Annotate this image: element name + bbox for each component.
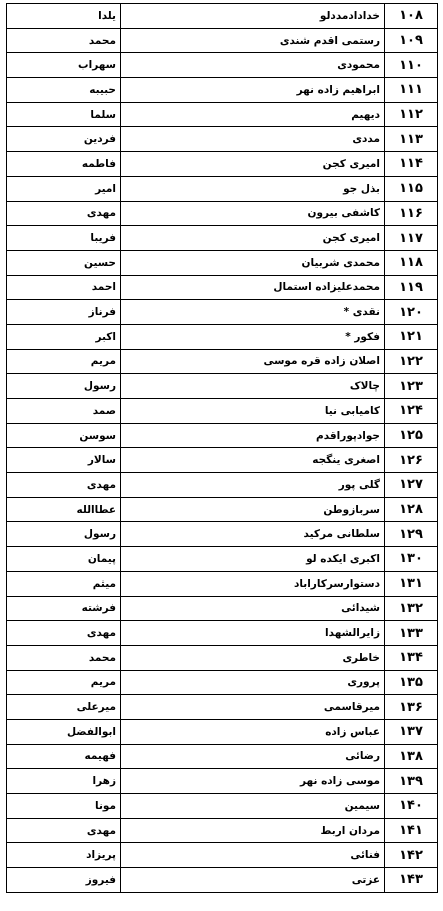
first-name-cell: مونا bbox=[7, 794, 121, 819]
row-number: ۱۱۷ bbox=[385, 226, 438, 251]
row-number: ۱۱۲ bbox=[385, 102, 438, 127]
last-name-cell: محمودی bbox=[121, 53, 385, 78]
first-name-cell: فیروز bbox=[7, 868, 121, 893]
first-name-cell: سلما bbox=[7, 102, 121, 127]
table-row bbox=[7, 152, 438, 177]
row-number: ۱۱۹ bbox=[385, 275, 438, 300]
last-name-cell: دستوارسرکاراباد bbox=[121, 571, 385, 596]
first-name-cell: حبیبه bbox=[7, 78, 121, 103]
last-name-cell: شیدائی bbox=[121, 596, 385, 621]
names-table bbox=[6, 3, 438, 893]
table-row bbox=[7, 744, 438, 769]
table-row bbox=[7, 78, 438, 103]
first-name-cell: پیمان bbox=[7, 547, 121, 572]
first-name-cell: مهدی bbox=[7, 621, 121, 646]
row-number: ۱۳۴ bbox=[385, 645, 438, 670]
last-name-cell: اصغری ینگجه bbox=[121, 448, 385, 473]
row-number: ۱۳۱ bbox=[385, 571, 438, 596]
first-name-cell: احمد bbox=[7, 275, 121, 300]
first-name-cell: یلدا bbox=[7, 4, 121, 29]
row-number: ۱۳۷ bbox=[385, 719, 438, 744]
first-name-cell: رسول bbox=[7, 522, 121, 547]
row-number: ۱۱۰ bbox=[385, 53, 438, 78]
last-name-cell: نقدی * bbox=[121, 300, 385, 325]
table-row bbox=[7, 349, 438, 374]
table-row bbox=[7, 226, 438, 251]
row-number: ۱۲۳ bbox=[385, 374, 438, 399]
table-row bbox=[7, 621, 438, 646]
last-name-cell: ابراهیم زاده نهر bbox=[121, 78, 385, 103]
last-name-cell: فکور * bbox=[121, 324, 385, 349]
last-name-cell: پروری bbox=[121, 670, 385, 695]
first-name-cell: سوسن bbox=[7, 423, 121, 448]
first-name-cell: مریم bbox=[7, 670, 121, 695]
last-name-cell: کاشفی بیرون bbox=[121, 201, 385, 226]
table-row bbox=[7, 843, 438, 868]
row-number: ۱۳۹ bbox=[385, 769, 438, 794]
first-name-cell: مهدی bbox=[7, 201, 121, 226]
last-name-cell: میرقاسمی bbox=[121, 695, 385, 720]
first-name-cell: صمد bbox=[7, 399, 121, 424]
row-number: ۱۱۸ bbox=[385, 250, 438, 275]
last-name-cell: اصلان زاده قره موسی bbox=[121, 349, 385, 374]
table-row bbox=[7, 794, 438, 819]
last-name-cell: کامیابی نیا bbox=[121, 399, 385, 424]
row-number: ۱۳۵ bbox=[385, 670, 438, 695]
row-number: ۱۲۰ bbox=[385, 300, 438, 325]
row-number: ۱۲۵ bbox=[385, 423, 438, 448]
last-name-cell: عباس زاده bbox=[121, 719, 385, 744]
table-row bbox=[7, 695, 438, 720]
row-number: ۱۱۴ bbox=[385, 152, 438, 177]
row-number: ۱۴۰ bbox=[385, 794, 438, 819]
first-name-cell: حسین bbox=[7, 250, 121, 275]
table-row bbox=[7, 53, 438, 78]
table-row bbox=[7, 645, 438, 670]
table-row bbox=[7, 571, 438, 596]
row-number: ۱۳۸ bbox=[385, 744, 438, 769]
table-row bbox=[7, 300, 438, 325]
table-row bbox=[7, 670, 438, 695]
table-row bbox=[7, 769, 438, 794]
last-name-cell: امیری کجن bbox=[121, 152, 385, 177]
table-row bbox=[7, 324, 438, 349]
last-name-cell: بذل جو bbox=[121, 176, 385, 201]
row-number: ۱۲۲ bbox=[385, 349, 438, 374]
first-name-cell: میثم bbox=[7, 571, 121, 596]
first-name-cell: محمد bbox=[7, 28, 121, 53]
row-number: ۱۰۹ bbox=[385, 28, 438, 53]
last-name-cell: محمدعلیزاده استمال bbox=[121, 275, 385, 300]
first-name-cell: فهیمه bbox=[7, 744, 121, 769]
row-number: ۱۳۳ bbox=[385, 621, 438, 646]
row-number: ۱۳۰ bbox=[385, 547, 438, 572]
first-name-cell: میرعلی bbox=[7, 695, 121, 720]
row-number: ۱۲۴ bbox=[385, 399, 438, 424]
last-name-cell: زایرالشهدا bbox=[121, 621, 385, 646]
first-name-cell: زهرا bbox=[7, 769, 121, 794]
first-name-cell: اکبر bbox=[7, 324, 121, 349]
table-row bbox=[7, 473, 438, 498]
last-name-cell: مردان اربط bbox=[121, 818, 385, 843]
first-name-cell: رسول bbox=[7, 374, 121, 399]
table-row bbox=[7, 596, 438, 621]
row-number: ۱۳۲ bbox=[385, 596, 438, 621]
first-name-cell: امیر bbox=[7, 176, 121, 201]
row-number: ۱۲۷ bbox=[385, 473, 438, 498]
last-name-cell: رضائی bbox=[121, 744, 385, 769]
last-name-cell: سیمین bbox=[121, 794, 385, 819]
last-name-cell: دیهیم bbox=[121, 102, 385, 127]
last-name-cell: سربازوطن bbox=[121, 497, 385, 522]
table-row bbox=[7, 250, 438, 275]
table-row bbox=[7, 497, 438, 522]
first-name-cell: عطاالله bbox=[7, 497, 121, 522]
last-name-cell: فنائی bbox=[121, 843, 385, 868]
first-name-cell: محمد bbox=[7, 645, 121, 670]
first-name-cell: سالار bbox=[7, 448, 121, 473]
first-name-cell: فرشته bbox=[7, 596, 121, 621]
table-row bbox=[7, 176, 438, 201]
table-row bbox=[7, 399, 438, 424]
row-number: ۱۳۶ bbox=[385, 695, 438, 720]
first-name-cell: ابوالفضل bbox=[7, 719, 121, 744]
first-name-cell: پریزاد bbox=[7, 843, 121, 868]
last-name-cell: خدادادمددلو bbox=[121, 4, 385, 29]
table-row bbox=[7, 448, 438, 473]
first-name-cell: فاطمه bbox=[7, 152, 121, 177]
last-name-cell: چالاک bbox=[121, 374, 385, 399]
last-name-cell: محمدی شربیان bbox=[121, 250, 385, 275]
last-name-cell: گلی پور bbox=[121, 473, 385, 498]
row-number: ۱۴۱ bbox=[385, 818, 438, 843]
row-number: ۱۲۸ bbox=[385, 497, 438, 522]
last-name-cell: مددی bbox=[121, 127, 385, 152]
table-row bbox=[7, 818, 438, 843]
last-name-cell: خاطری bbox=[121, 645, 385, 670]
row-number: ۱۴۲ bbox=[385, 843, 438, 868]
table-row bbox=[7, 719, 438, 744]
table-row bbox=[7, 201, 438, 226]
first-name-cell: مریم bbox=[7, 349, 121, 374]
table-row bbox=[7, 275, 438, 300]
first-name-cell: مهدی bbox=[7, 818, 121, 843]
last-name-cell: موسی زاده نهر bbox=[121, 769, 385, 794]
first-name-cell: فردین bbox=[7, 127, 121, 152]
last-name-cell: جوادپوراقدم bbox=[121, 423, 385, 448]
row-number: ۱۴۳ bbox=[385, 868, 438, 893]
last-name-cell: سلطانی مرکید bbox=[121, 522, 385, 547]
last-name-cell: اکبری ایکده لو bbox=[121, 547, 385, 572]
table-row bbox=[7, 423, 438, 448]
table-row bbox=[7, 127, 438, 152]
names-table-body bbox=[7, 4, 438, 893]
table-row bbox=[7, 102, 438, 127]
first-name-cell: سهراب bbox=[7, 53, 121, 78]
row-number: ۱۱۶ bbox=[385, 201, 438, 226]
last-name-cell: عزتی bbox=[121, 868, 385, 893]
table-row bbox=[7, 868, 438, 893]
last-name-cell: رستمی اقدم شندی bbox=[121, 28, 385, 53]
table-row bbox=[7, 4, 438, 29]
row-number: ۱۱۱ bbox=[385, 78, 438, 103]
row-number: ۱۰۸ bbox=[385, 4, 438, 29]
first-name-cell: فریبا bbox=[7, 226, 121, 251]
table-row bbox=[7, 374, 438, 399]
last-name-cell: امیری کجن bbox=[121, 226, 385, 251]
table-row bbox=[7, 522, 438, 547]
table-row bbox=[7, 28, 438, 53]
row-number: ۱۲۱ bbox=[385, 324, 438, 349]
table-row bbox=[7, 547, 438, 572]
row-number: ۱۱۳ bbox=[385, 127, 438, 152]
row-number: ۱۱۵ bbox=[385, 176, 438, 201]
first-name-cell: مهدی bbox=[7, 473, 121, 498]
row-number: ۱۲۹ bbox=[385, 522, 438, 547]
row-number: ۱۲۶ bbox=[385, 448, 438, 473]
first-name-cell: فرناز bbox=[7, 300, 121, 325]
